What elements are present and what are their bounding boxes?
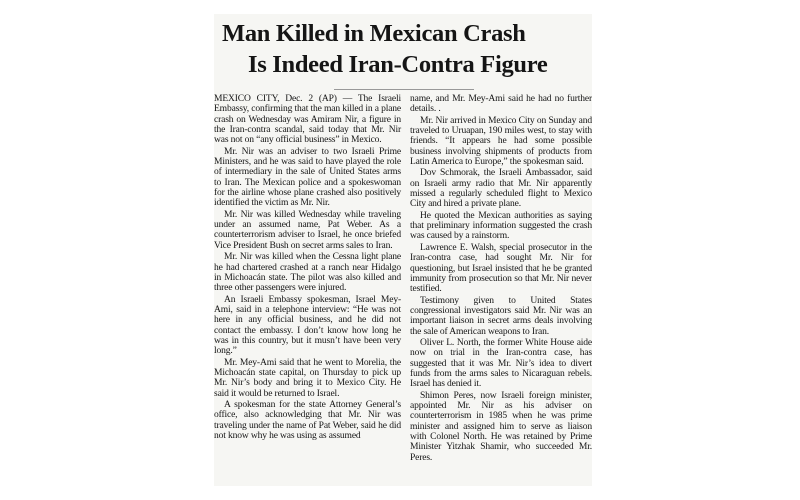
paragraph: Mr. Nir was killed Wednesday while traveling under an assumed name, Pat Weber. As a counterterrorism adviser to Israel, he once briefed Vice President Bush on secret arms sales to Iran. [214, 208, 401, 251]
paragraph: An Israeli Embassy spokesman, Israel Mey-Ami, said in a telephone interview: “He was not here in any official business, and he did not contact the embassy. I don’t know how long he was in this country, but it musn’t have been very long.” [214, 293, 401, 357]
paragraph: Lawrence E. Walsh, special prosecutor in the Iran-contra case, had sought Mr. Nir for questioning, but Israel insisted that he be granted immunity from prosecution so that Mr. Nir never testified. [410, 241, 592, 295]
paragraph: He quoted the Mexican authorities as saying that preliminary information suggested the crash was caused by a rainstorm. [410, 209, 592, 242]
paragraph: Shimon Peres, now Israeli foreign minister, appointed Mr. Nir as his adviser on counterterrorism in 1985 when he was prime minister and assigned him to serve as liaison with Colonel North. He was retained by Prime Minister Yitzhak Shamir, who succeeded Mr. Peres. [410, 389, 592, 463]
paragraph: Mr. Nir was killed when the Cessna light plane he had chartered crashed at a ranch near Hidalgo in Michoacán state. The pilot was also killed and three other passengers were injured. [214, 251, 401, 294]
paragraph-dateline: MEXICO CITY, Dec. 2 (AP) — The Israeli Embassy, confirming that the man killed in a plane crash on Wednesday was Amiram Nir, a figure in the Iran-contra scandal, said today that Mr. Nir was not on “any official business” in Mexico. [214, 93, 401, 146]
newspaper-clipping [214, 14, 592, 486]
article-column-right [410, 94, 592, 486]
paragraph: Mr. Nir was an adviser to two Israeli Prime Ministers, and he was said to have played the role of intermediary in the sale of United States arms to Iran. The Mexican police and a spokeswoman for the airline whose plane crashed also positively identified the victim as Mr. Nir. [214, 145, 401, 209]
paragraph: A spokesman for the state Attorney General’s office, also acknowledging that Mr. Nir was traveling under the name of Pat Weber, said he did not know why he was using as assumed [214, 398, 401, 441]
article-column-left [214, 94, 401, 486]
paragraph: Testimony given to United States congressional investigators said Mr. Nir was an important liaison in secret arms deals involving the sale of American weapons to Iran. [410, 294, 592, 337]
paragraph: Mr. Nir arrived in Mexico City on Sunday and traveled to Uruapan, 190 miles west, to stay with friends. “It appears he had some possible business involving shipments of products from Latin America to Europe,” the spokesman said. [410, 114, 592, 168]
paragraph: Mr. Mey-Ami said that he went to Morelia, the Michoacán state capital, on Thursday to pick up Mr. Nir’s body and bring it to Mexico City. He said it would be returned to Israel. [214, 356, 401, 399]
headline-line-1: Man Killed in Mexican Crash [222, 20, 526, 47]
paragraph: Oliver L. North, the former White House aide now on trial in the Iran-contra case, has suggested that it was Mr. Nir’s idea to divert funds from the arms sales to Nicaraguan rebels. Israel has denied it. [410, 336, 592, 390]
paragraph-continued: name, and Mr. Mey-Ami said he had no further details. . [410, 93, 592, 115]
paragraph: Dov Schmorak, the Israeli Ambassador, said on Israeli army radio that Mr. Nir apparently missed a regularly scheduled flight to Mexico City and hired a private plane. [410, 167, 592, 210]
headline-divider [334, 89, 474, 90]
headline-line-2: Is Indeed Iran-Contra Figure [248, 51, 548, 78]
headline [214, 18, 592, 80]
